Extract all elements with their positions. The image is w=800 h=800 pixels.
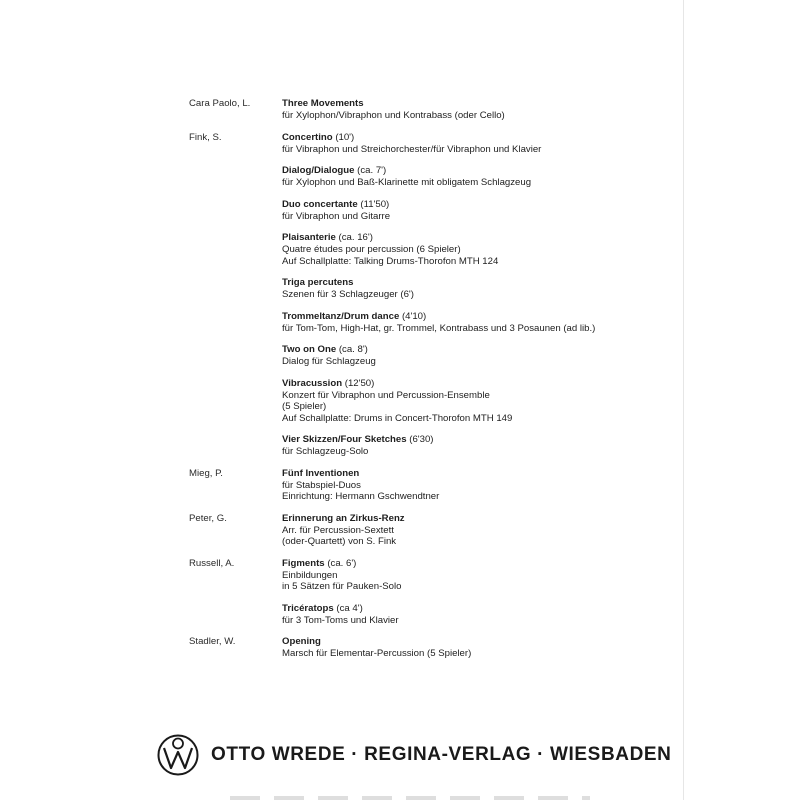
work-title: Vier Skizzen/Four Sketches — [282, 434, 407, 445]
work-duration: (ca 4') — [336, 602, 363, 614]
publisher-name: OTTO WREDE · REGINA-VERLAG · WIESBADEN — [211, 744, 672, 765]
work-heading — [282, 468, 649, 480]
work-heading — [282, 378, 649, 390]
work-title: Three Movements — [282, 98, 364, 109]
work-description: für Xylophon und Baß-Klarinette mit obligatem Schlagzeug — [282, 177, 532, 188]
work-heading — [282, 132, 649, 144]
work-entry — [282, 344, 649, 368]
work-title: Tricératops — [282, 602, 334, 614]
composer-entry — [189, 513, 649, 548]
composer-name: Peter, G. — [189, 512, 227, 524]
work-entry — [282, 636, 649, 660]
work-entry — [282, 378, 649, 425]
work-duration: (ca. 7') — [357, 165, 387, 176]
work-duration: (4'10) — [401, 310, 427, 322]
work-description: Auf Schallplatte: Talking Drums-Thorofon MTH 124 — [282, 255, 499, 267]
page-edge-line — [683, 0, 684, 800]
work-title: Opening — [282, 636, 321, 647]
works-list — [282, 558, 649, 627]
composer-name: Stadler, W. — [189, 636, 236, 647]
work-description: Einbildungen — [282, 569, 338, 581]
work-heading — [282, 277, 649, 289]
works-list — [282, 636, 649, 660]
work-description: Szenen für 3 Schlagzeuger (6') — [282, 289, 414, 300]
ow-monogram-logo — [157, 734, 199, 776]
composer-entry — [189, 98, 649, 122]
work-description: für Stabspiel-Duos — [282, 479, 361, 491]
composer-name: Russell, A. — [189, 557, 235, 569]
work-description: Arr. für Percussion-Sextett — [282, 524, 394, 536]
work-title: Erinnerung an Zirkus-Renz — [282, 512, 405, 524]
composer-entry — [189, 558, 649, 627]
work-entry — [282, 277, 649, 301]
work-description: für 3 Tom-Toms und Klavier — [282, 614, 399, 626]
work-entry — [282, 232, 649, 267]
work-description: Quatre études pour percussion (6 Spieler) — [282, 244, 461, 255]
work-entry — [282, 132, 649, 156]
composer-entry — [189, 636, 649, 660]
work-duration: (11'50) — [360, 198, 390, 210]
work-entry — [282, 434, 649, 458]
work-entry — [282, 468, 649, 503]
work-title: Duo concertante — [282, 198, 358, 210]
cropped-text-strip — [230, 796, 590, 800]
work-duration: (ca. 16') — [338, 232, 373, 243]
works-list — [282, 132, 649, 458]
work-title: Triga percutens — [282, 277, 354, 288]
work-description: Auf Schallplatte: Drums in Concert-Thorofon MTH 149 — [282, 412, 513, 424]
works-list — [282, 468, 649, 503]
work-heading — [282, 434, 649, 446]
work-description: Konzert für Vibraphon und Percussion-Ensemble — [282, 389, 490, 401]
work-heading — [282, 344, 649, 356]
work-entry — [282, 311, 649, 335]
work-title: Two on One — [282, 344, 337, 355]
work-title: Dialog/Dialogue — [282, 165, 355, 176]
work-description: in 5 Sätzen für Pauken-Solo — [282, 581, 402, 592]
work-title: Trommeltanz/Drum dance — [282, 310, 400, 322]
composer-name: Fink, S. — [189, 131, 222, 143]
composer-entry — [189, 468, 649, 503]
work-description: Einrichtung: Hermann Gschwendtner — [282, 491, 440, 502]
work-heading — [282, 165, 649, 177]
works-list — [282, 513, 649, 548]
composer-entry — [189, 132, 649, 458]
work-heading — [282, 636, 649, 648]
work-description: für Xylophon/Vibraphon und Kontrabass (oder Cello) — [282, 110, 505, 121]
work-heading — [282, 603, 649, 615]
work-duration: (10') — [335, 131, 355, 143]
work-description: (oder-Quartett) von S. Fink — [282, 536, 397, 547]
work-duration: (6'30) — [409, 434, 434, 445]
work-description: Dialog für Schlagzeug — [282, 356, 376, 367]
work-heading — [282, 98, 649, 110]
work-duration: (ca. 6') — [327, 557, 357, 569]
work-title: Plaisanterie — [282, 232, 336, 243]
work-entry — [282, 98, 649, 122]
work-duration: (12'50) — [344, 377, 375, 389]
work-entry — [282, 603, 649, 627]
work-title: Figments — [282, 557, 325, 569]
work-title: Fünf Inventionen — [282, 467, 360, 479]
work-duration: (ca. 8') — [338, 344, 368, 355]
work-heading — [282, 199, 649, 211]
catalog-list — [189, 98, 649, 670]
work-entry — [282, 199, 649, 223]
work-description: für Schlagzeug-Solo — [282, 446, 369, 457]
composer-name: Cara Paolo, L. — [189, 98, 251, 109]
work-description: für Vibraphon und Streichorchester/für Vibraphon und Klavier — [282, 143, 542, 155]
work-heading — [282, 513, 649, 525]
composer-name: Mieg, P. — [189, 467, 223, 479]
work-heading — [282, 311, 649, 323]
work-entry — [282, 165, 649, 189]
work-heading — [282, 558, 649, 570]
work-title: Vibracussion — [282, 377, 343, 389]
work-entry — [282, 513, 649, 548]
work-description: (5 Spieler) — [282, 401, 327, 412]
work-description: für Vibraphon und Gitarre — [282, 210, 391, 222]
works-list — [282, 98, 649, 122]
work-heading — [282, 232, 649, 244]
publisher-footer — [157, 734, 672, 776]
work-title: Concertino — [282, 131, 333, 143]
work-entry — [282, 558, 649, 593]
work-description: für Tom-Tom, High-Hat, gr. Trommel, Kontrabass und 3 Posaunen (ad lib.) — [282, 322, 596, 334]
work-description: Marsch für Elementar-Percussion (5 Spieler) — [282, 648, 472, 659]
